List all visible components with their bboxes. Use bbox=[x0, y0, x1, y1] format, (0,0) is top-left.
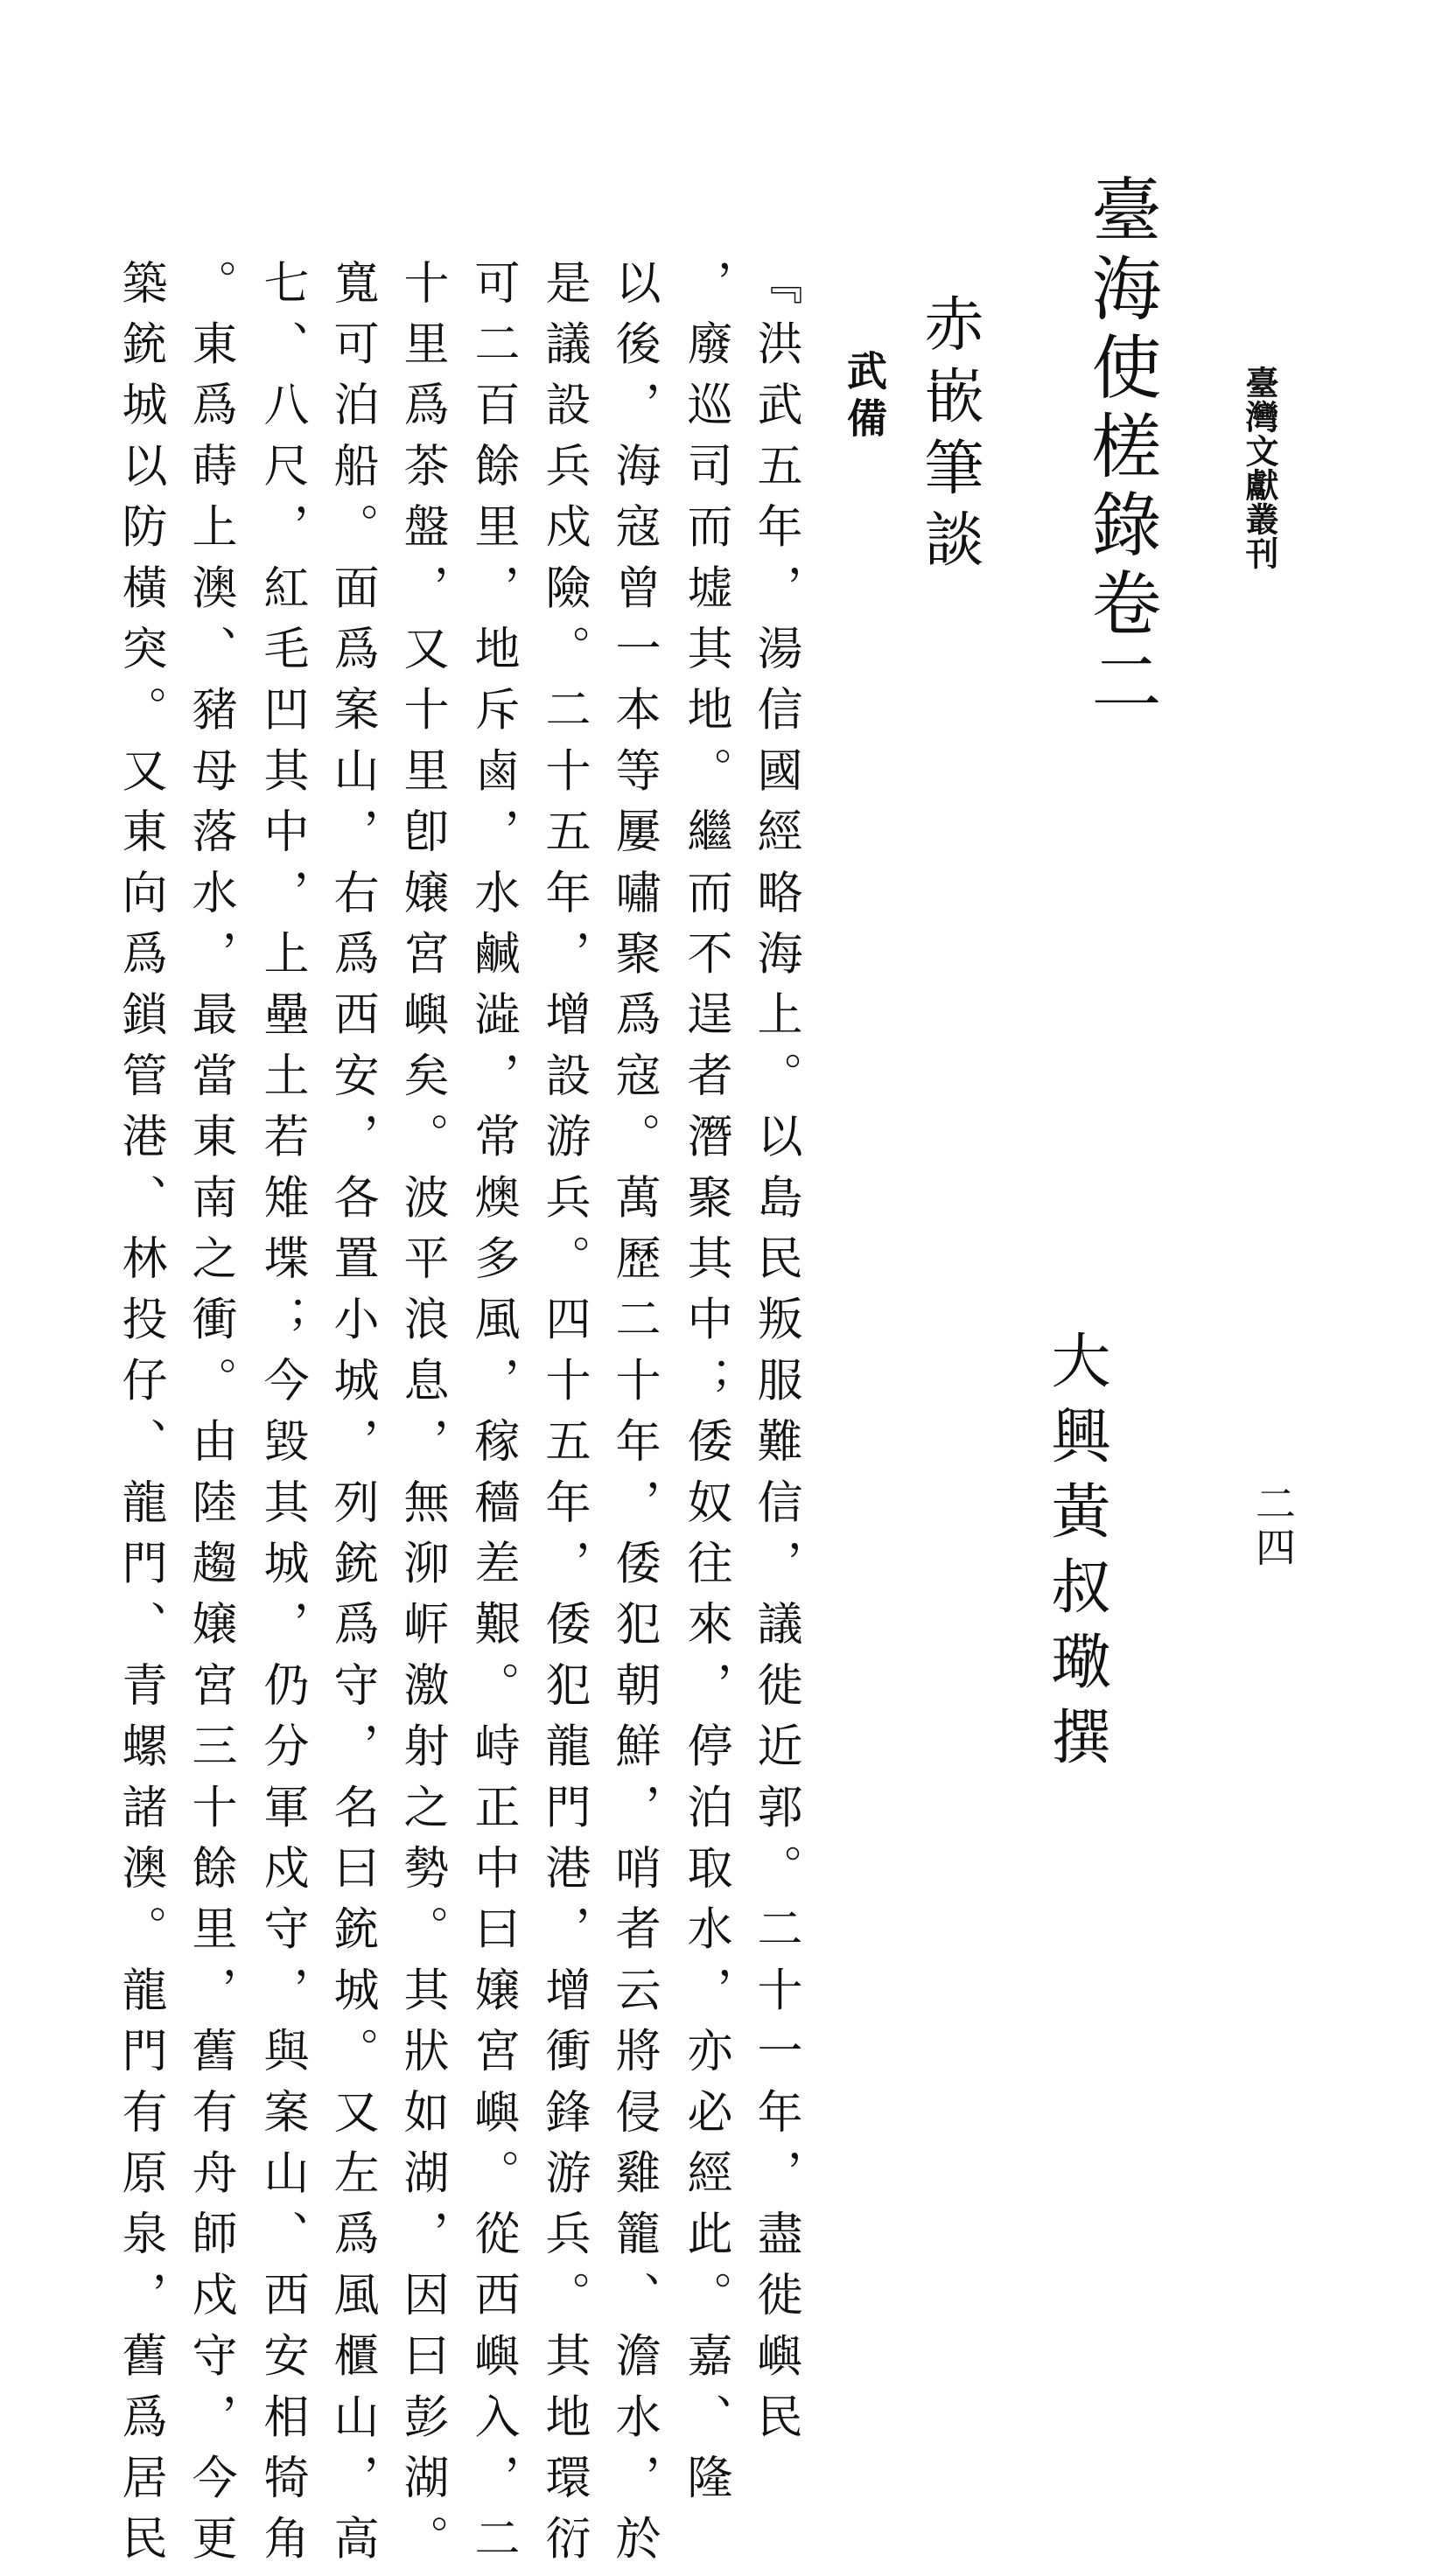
body-column-10: 築銃城以防橫突。又東向爲鎖管港、林投仔、龍門、青螺諸澳。龍門有原泉，舊爲居民 bbox=[114, 259, 166, 2576]
body-column-7: 寬可泊船。面爲案山，右爲西安，各置小城，列銃爲守，名曰銃城。又左爲風櫃山，高 bbox=[326, 259, 378, 2576]
body-column-1: 『洪武五年，湯信國經略海上。以島民叛服難信，議徙近郭。二十一年，盡徙嶼民 bbox=[749, 259, 802, 2454]
book-title: 臺海使槎錄卷二 bbox=[1080, 173, 1161, 724]
body-column-5: 可二百餘里，地斥鹵，水鹹澁，常燠多風，稼穡差艱。峙正中曰嬢宮嶼。從西嶼入，二 bbox=[466, 259, 519, 2576]
body-column-9: 。東爲蒔上澳、豬母落水，最當東南之衝。由陸趨嬢宮三十餘里，舊有舟師戍守，今更 bbox=[184, 259, 236, 2576]
section-title: 赤嵌筆談 bbox=[914, 293, 984, 580]
body-column-4: 是議設兵戍險。二十五年，增設游兵。四十五年，倭犯龍門港，增衝鋒游兵。其地環衍 bbox=[537, 259, 590, 2576]
series-header: 臺灣文獻叢刊 bbox=[1240, 366, 1279, 570]
body-column-8: 七、八尺，紅毛凹其中，上壘土若雉堞；今毀其城，仍分軍戍守，與案山、西安相犄角 bbox=[256, 259, 308, 2576]
author-line: 大興黃叔璥撰 bbox=[1041, 1330, 1110, 1781]
body-column-2: ，廢巡司而墟其地。繼而不逞者潛聚其中；倭奴往來，停泊取水，亦必經此。嘉、隆 bbox=[679, 259, 732, 2515]
body-column-3: 以後，海寇曾一本等屢嘯聚爲寇。萬歷二十年，倭犯朝鮮，哨者云將侵雞籠、澹水，於 bbox=[607, 259, 660, 2576]
body-column-6: 十里爲茶盤，又十里卽嬢宮嶼矣。波平浪息，無泖㟁激射之勢。其狀如湖，因曰彭湖。 bbox=[396, 259, 448, 2576]
subsection-title: 武備 bbox=[841, 350, 888, 444]
page-number: 二四 bbox=[1250, 1483, 1297, 1570]
